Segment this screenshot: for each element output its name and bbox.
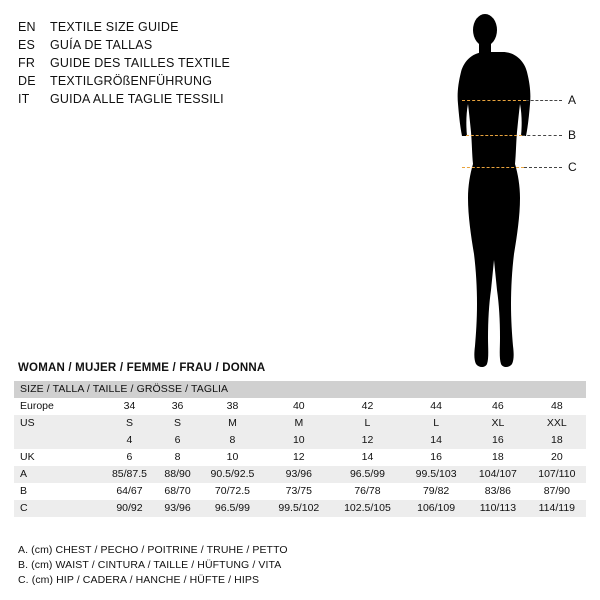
cell: 107/110 <box>528 466 586 483</box>
table-header-row <box>14 381 586 398</box>
cell: L <box>404 415 468 432</box>
language-code-en: EN <box>18 20 36 34</box>
cell: 34 <box>102 398 157 415</box>
row-label <box>14 432 102 449</box>
language-text-es: GUÍA DE TALLAS <box>50 38 153 52</box>
row-label: A <box>14 466 102 483</box>
cell: 10 <box>267 432 331 449</box>
cell: 40 <box>267 398 331 415</box>
hip-marker-label: C <box>568 160 577 174</box>
cell: 70/72.5 <box>198 483 267 500</box>
cell: XL <box>468 415 528 432</box>
legend-line-b: B. (cm) WAIST / CINTURA / TAILLE / HÜFTUNG / VITA <box>18 559 282 571</box>
cell: M <box>267 415 331 432</box>
language-row-de <box>18 72 348 90</box>
hip-measure-line <box>462 167 524 168</box>
cell: 20 <box>528 449 586 466</box>
table-row <box>14 449 586 466</box>
legend-line-a: A. (cm) CHEST / PECHO / POITRINE / TRUHE / PETTO <box>18 544 288 556</box>
cell: 85/87.5 <box>102 466 157 483</box>
row-label: B <box>14 483 102 500</box>
legend-line-c: C. (cm) HIP / CADERA / HANCHE / HÜFTE / HIPS <box>18 574 260 586</box>
cell: 10 <box>198 449 267 466</box>
cell: 76/78 <box>331 483 404 500</box>
table-row <box>14 500 586 517</box>
language-code-fr: FR <box>18 56 36 70</box>
cell: 104/107 <box>468 466 528 483</box>
cell: 93/96 <box>157 500 198 517</box>
table-row <box>14 483 586 500</box>
table-header-label: SIZE / TALLA / TAILLE / GRÖSSE / TAGLIA <box>14 381 586 398</box>
cell: 102.5/105 <box>331 500 404 517</box>
hip-measure-leader <box>524 167 562 168</box>
cell: 99.5/103 <box>404 466 468 483</box>
cell: M <box>198 415 267 432</box>
waist-measure-line <box>466 135 522 136</box>
cell: 18 <box>468 449 528 466</box>
waist-marker-label: B <box>568 128 577 142</box>
woman-silhouette-figure <box>430 8 590 373</box>
language-row-fr <box>18 54 348 72</box>
cell: 96.5/99 <box>198 500 267 517</box>
cell: 93/96 <box>267 466 331 483</box>
cell: 8 <box>198 432 267 449</box>
language-row-en <box>18 18 348 36</box>
silhouette-icon <box>430 8 590 373</box>
cell: 68/70 <box>157 483 198 500</box>
cell: 88/90 <box>157 466 198 483</box>
cell: 99.5/102 <box>267 500 331 517</box>
language-text-fr: GUIDE DES TAILLES TEXTILE <box>50 56 231 70</box>
cell: 64/67 <box>102 483 157 500</box>
cell: 18 <box>528 432 586 449</box>
chest-measure-leader <box>526 100 562 101</box>
cell: 44 <box>404 398 468 415</box>
cell: 16 <box>468 432 528 449</box>
cell: 8 <box>157 449 198 466</box>
table-row <box>14 415 586 432</box>
size-table <box>14 381 586 517</box>
row-label: C <box>14 500 102 517</box>
table-row <box>14 398 586 415</box>
chest-marker-label: A <box>568 93 577 107</box>
section-title-woman: WOMAN / MUJER / FEMME / FRAU / DONNA <box>18 362 266 374</box>
cell: 12 <box>267 449 331 466</box>
cell: 87/90 <box>528 483 586 500</box>
row-label: Europe <box>14 398 102 415</box>
waist-measure-leader <box>522 135 562 136</box>
cell: 79/82 <box>404 483 468 500</box>
cell: L <box>331 415 404 432</box>
cell: 6 <box>157 432 198 449</box>
cell: 96.5/99 <box>331 466 404 483</box>
chest-measure-line <box>462 100 526 101</box>
language-text-en: TEXTILE SIZE GUIDE <box>50 20 179 34</box>
language-header-list <box>18 18 348 108</box>
cell: 38 <box>198 398 267 415</box>
cell: 46 <box>468 398 528 415</box>
cell: 6 <box>102 449 157 466</box>
row-label: UK <box>14 449 102 466</box>
cell: 73/75 <box>267 483 331 500</box>
table-row <box>14 466 586 483</box>
cell: 114/119 <box>528 500 586 517</box>
cell: 106/109 <box>404 500 468 517</box>
language-code-de: DE <box>18 74 36 88</box>
language-text-de: TEXTILGRÖßENFÜHRUNG <box>50 74 213 88</box>
language-code-it: IT <box>18 92 30 106</box>
cell: S <box>157 415 198 432</box>
cell: XXL <box>528 415 586 432</box>
cell: 110/113 <box>468 500 528 517</box>
measurement-legend <box>18 543 578 588</box>
cell: S <box>102 415 157 432</box>
cell: 83/86 <box>468 483 528 500</box>
cell: 16 <box>404 449 468 466</box>
language-row-it <box>18 90 348 108</box>
row-label: US <box>14 415 102 432</box>
table-row <box>14 432 586 449</box>
cell: 4 <box>102 432 157 449</box>
cell: 42 <box>331 398 404 415</box>
cell: 14 <box>404 432 468 449</box>
cell: 36 <box>157 398 198 415</box>
language-text-it: GUIDA ALLE TAGLIE TESSILI <box>50 92 224 106</box>
language-row-es <box>18 36 348 54</box>
cell: 48 <box>528 398 586 415</box>
cell: 90/92 <box>102 500 157 517</box>
cell: 90.5/92.5 <box>198 466 267 483</box>
language-code-es: ES <box>18 38 36 52</box>
cell: 14 <box>331 449 404 466</box>
cell: 12 <box>331 432 404 449</box>
